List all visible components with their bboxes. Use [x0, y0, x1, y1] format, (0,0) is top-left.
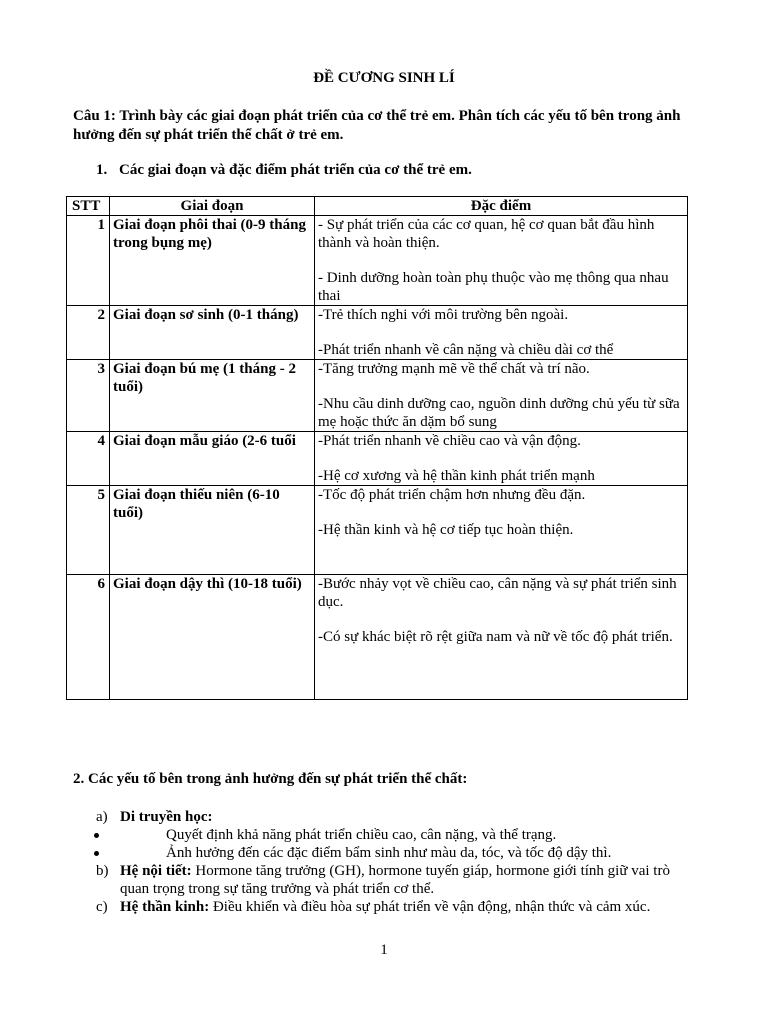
feature-line: -Hệ thần kinh và hệ cơ tiếp tục hoàn thiện. [318, 522, 574, 538]
row-number: 1 [67, 216, 110, 306]
item-title: Hệ nội tiết: [120, 863, 192, 879]
row-number: 6 [67, 575, 110, 700]
feature-line: - Dinh dưỡng hoàn toàn phụ thuộc vào mẹ thông qua nhau thai [318, 270, 669, 304]
row-number: 3 [67, 360, 110, 432]
bullet-text: Quyết định khả năng phát triển chiều cao, cân nặng, và thể trạng. [166, 827, 557, 843]
item-label: c) [96, 899, 108, 915]
item-text: Hormone tăng trưởng (GH), hormone tuyến giáp, hormone giới tính giữ vai trò quan trọng trong sự tăng trưởng và phát triển cơ thể. [120, 863, 670, 897]
item-title: Hệ thần kinh: [120, 899, 210, 915]
section-1-text: Các giai đoạn và đặc điểm phát triển của cơ thể trẻ em. [119, 162, 472, 178]
header-phase: Giai đoạn [110, 197, 315, 216]
row-number: 5 [67, 486, 110, 575]
bullet-dot-icon [94, 851, 99, 856]
list-item [96, 808, 696, 826]
stages-table [66, 196, 688, 700]
feature-line: -Tăng trưởng mạnh mẽ về thể chất và trí não. [318, 361, 590, 377]
table-row [67, 432, 688, 486]
row-phase: Giai đoạn sơ sinh (0-1 tháng) [110, 306, 315, 360]
feature-line: -Phát triển nhanh về cân nặng và chiều dài cơ thể [318, 342, 614, 358]
feature-line: -Tốc độ phát triển chậm hơn nhưng đều đặn. [318, 487, 586, 503]
row-phase: Giai đoạn dậy thì (10-18 tuổi) [110, 575, 315, 700]
table-row [67, 216, 688, 306]
factors-list [96, 808, 696, 916]
row-phase: Giai đoạn mẫu giáo (2-6 tuổi [110, 432, 315, 486]
feature-line: -Nhu cầu dinh dưỡng cao, nguồn dinh dưỡng chủ yếu từ sữa mẹ hoặc thức ăn dặm bổ sung [318, 396, 680, 430]
feature-line: -Có sự khác biệt rõ rệt giữa nam và nữ về tốc độ phát triển. [318, 629, 673, 645]
bullet-item [50, 826, 696, 844]
table-row [67, 575, 688, 700]
feature-line: -Bước nhảy vọt về chiều cao, cân nặng và sự phát triển sinh dục. [318, 576, 677, 610]
feature-line: - Sự phát triển của các cơ quan, hệ cơ quan bắt đầu hình thành và hoàn thiện. [318, 217, 655, 251]
row-features [315, 216, 688, 306]
row-features [315, 432, 688, 486]
list-item [96, 898, 696, 916]
table-row [67, 306, 688, 360]
row-features [315, 575, 688, 700]
question-1: Câu 1: Trình bày các giai đoạn phát triển của cơ thể trẻ em. Phân tích các yếu tố bên trong ảnh hưởng đến sự phát triển thể chất ở trẻ em. [73, 108, 681, 143]
header-stt: STT [67, 197, 110, 216]
table-row [67, 486, 688, 575]
document-title: ĐỀ CƯƠNG SINH LÍ [313, 70, 455, 86]
row-phase: Giai đoạn phôi thai (0-9 tháng trong bụng mẹ) [110, 216, 315, 306]
item-title: Di truyền học: [120, 809, 213, 825]
row-number: 2 [67, 306, 110, 360]
feature-line: -Trẻ thích nghi với môi trường bên ngoài. [318, 307, 569, 323]
item-text: Điều khiển và điều hòa sự phát triển về vận động, nhận thức và cảm xúc. [209, 899, 651, 915]
section-1-heading [96, 162, 472, 179]
row-features [315, 306, 688, 360]
table-header-row [67, 197, 688, 216]
row-features [315, 360, 688, 432]
feature-line: -Hệ cơ xương và hệ thần kinh phát triển mạnh [318, 468, 595, 484]
row-phase: Giai đoạn thiếu niên (6-10 tuổi) [110, 486, 315, 575]
feature-line: -Phát triển nhanh về chiều cao và vận động. [318, 433, 581, 449]
row-number: 4 [67, 432, 110, 486]
page-number: 1 [380, 942, 388, 958]
bullet-dot-icon [94, 833, 99, 838]
row-phase: Giai đoạn bú mẹ (1 tháng - 2 tuổi) [110, 360, 315, 432]
row-features [315, 486, 688, 575]
section-1-number: 1. [96, 162, 108, 178]
header-features: Đặc điểm [315, 197, 688, 216]
bullet-text: Ảnh hưởng đến các đặc điểm bẩm sinh như màu da, tóc, và tốc độ dậy thì. [166, 845, 612, 861]
item-label: b) [96, 863, 109, 879]
section-2-heading: 2. Các yếu tố bên trong ảnh hưởng đến sự phát triển thể chất: [73, 771, 468, 787]
list-item [96, 862, 696, 898]
item-label: a) [96, 809, 108, 825]
bullet-item [50, 844, 696, 862]
table-row [67, 360, 688, 432]
